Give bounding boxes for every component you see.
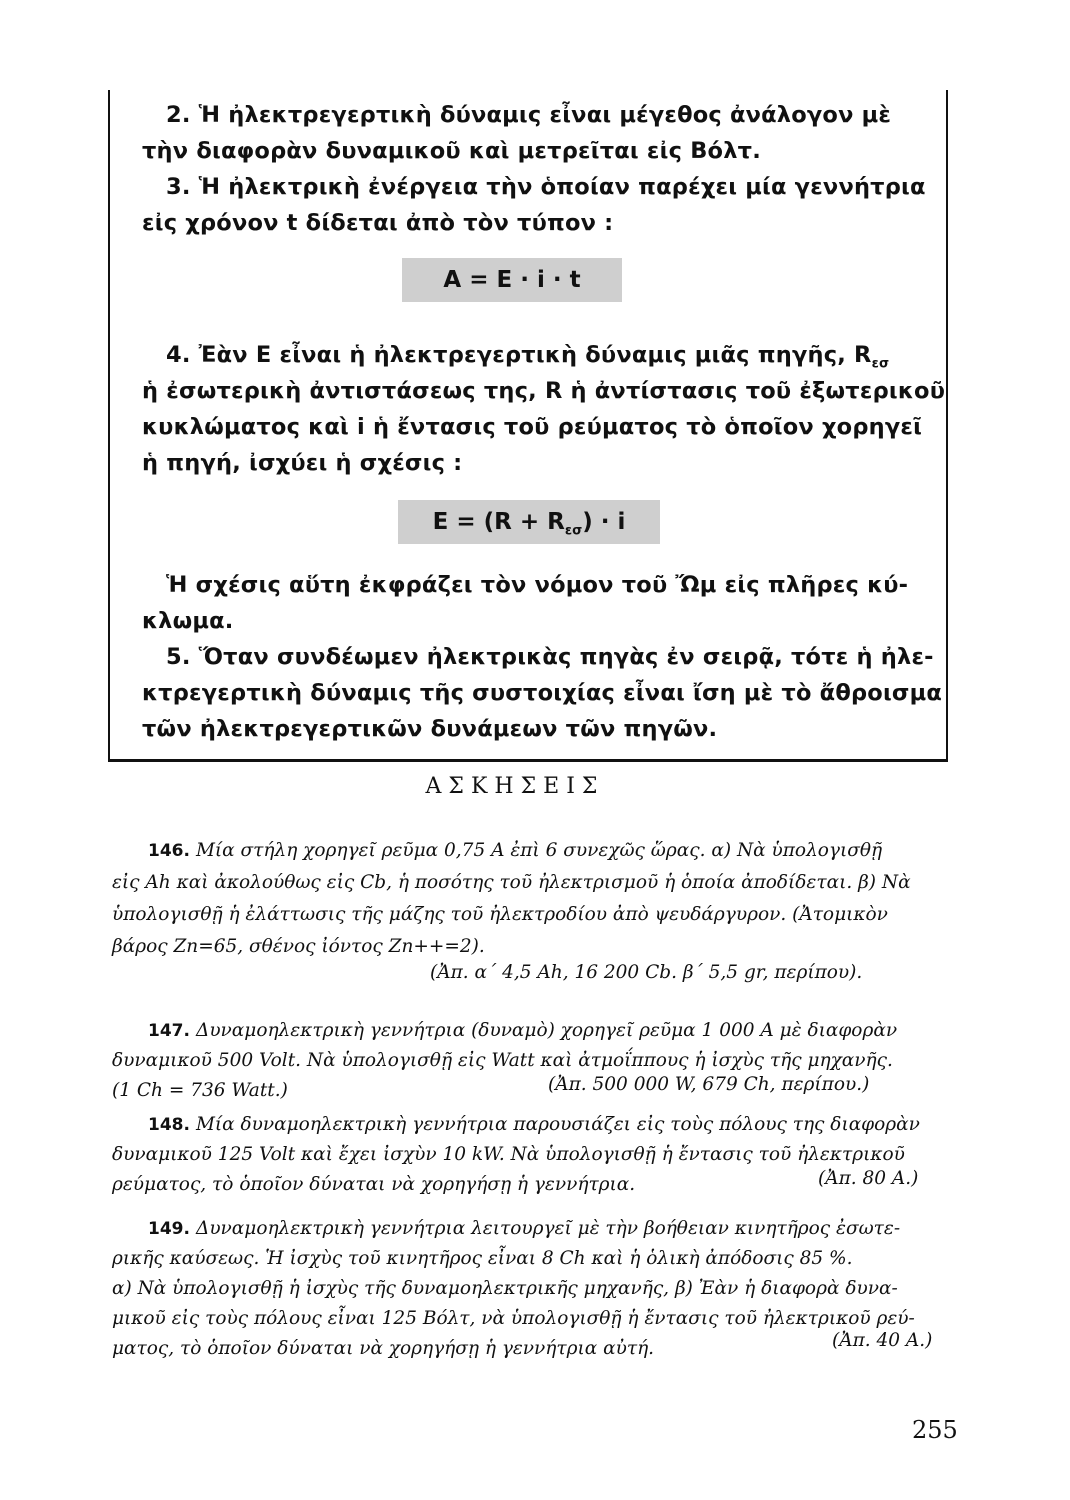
exercise-line: ρικῆς καύσεως. Ἡ ἰσχὺς τοῦ κινητῆρος εἶναι 8 Ch καὶ ἡ ὁλικὴ ἀπόδοσις 85 %. [112,1248,853,1269]
summary-line: τῶν ἠλεκτρεγερτικῶν δυνάμεων τῶν πηγῶν. [142,716,718,742]
exercise-line: ὑπολογισθῇ ἡ ἐλάττωσις τῆς μάζης τοῦ ἠλεκτροδίου ἀπὸ ψευδάργυρον. (Ἀτομικὸν [112,904,888,925]
summary-line: 2. Ἡ ἠλεκτρεγερτικὴ δύναμις εἶναι μέγεθος ἀνάλογον μὲ [166,102,892,128]
exercise-number: 149. [148,1219,190,1239]
summary-line: Ἡ σχέσις αὕτη ἐκφράζει τὸν νόμον τοῦ Ὤμ εἰς πλῆρες κύ- [166,572,909,598]
exercise-line: (1 Ch = 736 Watt.) [112,1080,288,1101]
summary-line: κλωμα. [142,608,234,634]
summary-line: 3. Ἡ ἠλεκτρικὴ ἐνέργεια τὴν ὁποίαν παρέχει μία γεννήτρια [166,174,926,200]
exercise-line: δυναμικοῦ 125 Volt καὶ ἔχει ἰσχὺν 10 kW. Νὰ ὑπολογισθῇ ἡ ἔντασις τοῦ ἠλεκτρικοῦ [112,1144,905,1165]
page-number: 255 [912,1416,958,1444]
exercise-text: Δυναμοηλεκτρικὴ γεννήτρια (δυναμὸ) χορηγεῖ ρεῦμα 1 000 A μὲ διαφορὰν [195,1020,898,1041]
exercise-line: ματος, τὸ ὁποῖον δύναται νὰ χορηγήσῃ ἡ γεννήτρια αὐτή. [112,1338,655,1359]
exercise-line: μικοῦ εἰς τοὺς πόλους εἶναι 125 Βόλτ, νὰ ὑπολογισθῇ ἡ ἔντασις τοῦ ἠλεκτρικοῦ ρεύ- [112,1308,915,1329]
exercise-line: ρεύματος, τὸ ὁποῖον δύναται νὰ χορηγήσῃ ἡ γεννήτρια. [112,1174,636,1195]
exercise-number: 147. [148,1021,190,1041]
exercises-heading: ΑΣΚΗΣΕΙΣ [425,774,605,799]
summary-line: ἡ πηγή, ἰσχύει ἡ σχέσις : [142,450,463,476]
exercise-number: 146. [148,841,190,861]
exercise-line [148,1020,897,1041]
summary-box [108,90,948,762]
summary-line [166,342,889,372]
summary-line: εἰς χρόνον t δίδεται ἀπὸ τὸν τύπον : [142,210,614,236]
exercise-line: βάρος Zn=65, σθένος ἰόντος Zn++=2). [112,936,485,957]
exercise-line: εἰς Ah καὶ ἀκολούθως εἰς Cb, ἡ ποσότης τοῦ ἠλεκτρισμοῦ ἡ ὁποία ἀποδίδεται. β) Νὰ [112,872,911,893]
summary-line: κτρεγερτικὴ δύναμις τῆς συστοιχίας εἶναι ἴση μὲ τὸ ἄθροισμα [142,680,943,706]
exercise-answer: (Ἀπ. 40 A.) [832,1330,933,1351]
formula-energy: A = E · i · t [402,258,622,302]
exercise-text: Μία στήλη χορηγεῖ ρεῦμα 0,75 A ἐπὶ 6 συνεχῶς ὥρας. α) Νὰ ὑπολογισθῇ [195,840,883,861]
summary-line: κυκλώματος καὶ i ἡ ἔντασις τοῦ ρεύματος τὸ ὁποῖον χορηγεῖ [142,414,923,440]
summary-line: 5. Ὅταν συνδέωμεν ἠλεκτρικὰς πηγὰς ἐν σειρᾷ, τότε ἡ ἠλε- [166,644,934,670]
summary-line-text: 4. Ἐὰν E εἶναι ἡ ἠλεκτρεγερτικὴ δύναμις μιᾶς πηγῆς, R [166,342,872,368]
exercise-line [148,1218,900,1239]
exercise-number: 148. [148,1115,190,1135]
formula-ohm-law [398,500,660,544]
exercise-text: Δυναμοηλεκτρικὴ γεννήτρια λειτουργεῖ μὲ τὴν βοήθειαν κινητῆρος ἐσωτε- [195,1218,901,1239]
exercise-answer: (Ἀπ. 500 000 W, 679 Ch, περίπου.) [548,1074,870,1095]
formula-end: ) · i [582,509,626,535]
summary-line: ἡ ἐσωτερικὴ ἀντιστάσεως της, R ἡ ἀντίστασις τοῦ ἐξωτερικοῦ [142,378,946,404]
exercise-line [148,840,882,861]
exercise-answer: (Ἀπ. 80 A.) [818,1168,919,1189]
formula-subscript: εσ [564,523,583,539]
r-subscript: εσ [871,356,890,372]
exercise-line [148,1114,920,1135]
exercise-answer: (Ἀπ. α΄ 4,5 Ah, 16 200 Cb. β΄ 5,5 gr, περίπου). [430,962,863,983]
summary-line: τὴν διαφορὰν δυναμικοῦ καὶ μετρεῖται εἰς Βόλτ. [142,138,761,164]
exercise-line: δυναμικοῦ 500 Volt. Νὰ ὑπολογισθῇ εἰς Watt καὶ ἀτμοΐππους ἡ ἰσχὺς τῆς μηχανῆς. [112,1050,893,1071]
formula-main: E = (R + R [432,509,565,535]
exercise-text: Μία δυναμοηλεκτρικὴ γεννήτρια παρουσιάζει εἰς τοὺς πόλους της διαφορὰν [195,1114,920,1135]
exercise-line: α) Νὰ ὑπολογισθῇ ἡ ἰσχὺς τῆς δυναμοηλεκτρικῆς μηχανῆς, β) Ἐὰν ἡ διαφορὰ δυνα- [112,1278,898,1299]
